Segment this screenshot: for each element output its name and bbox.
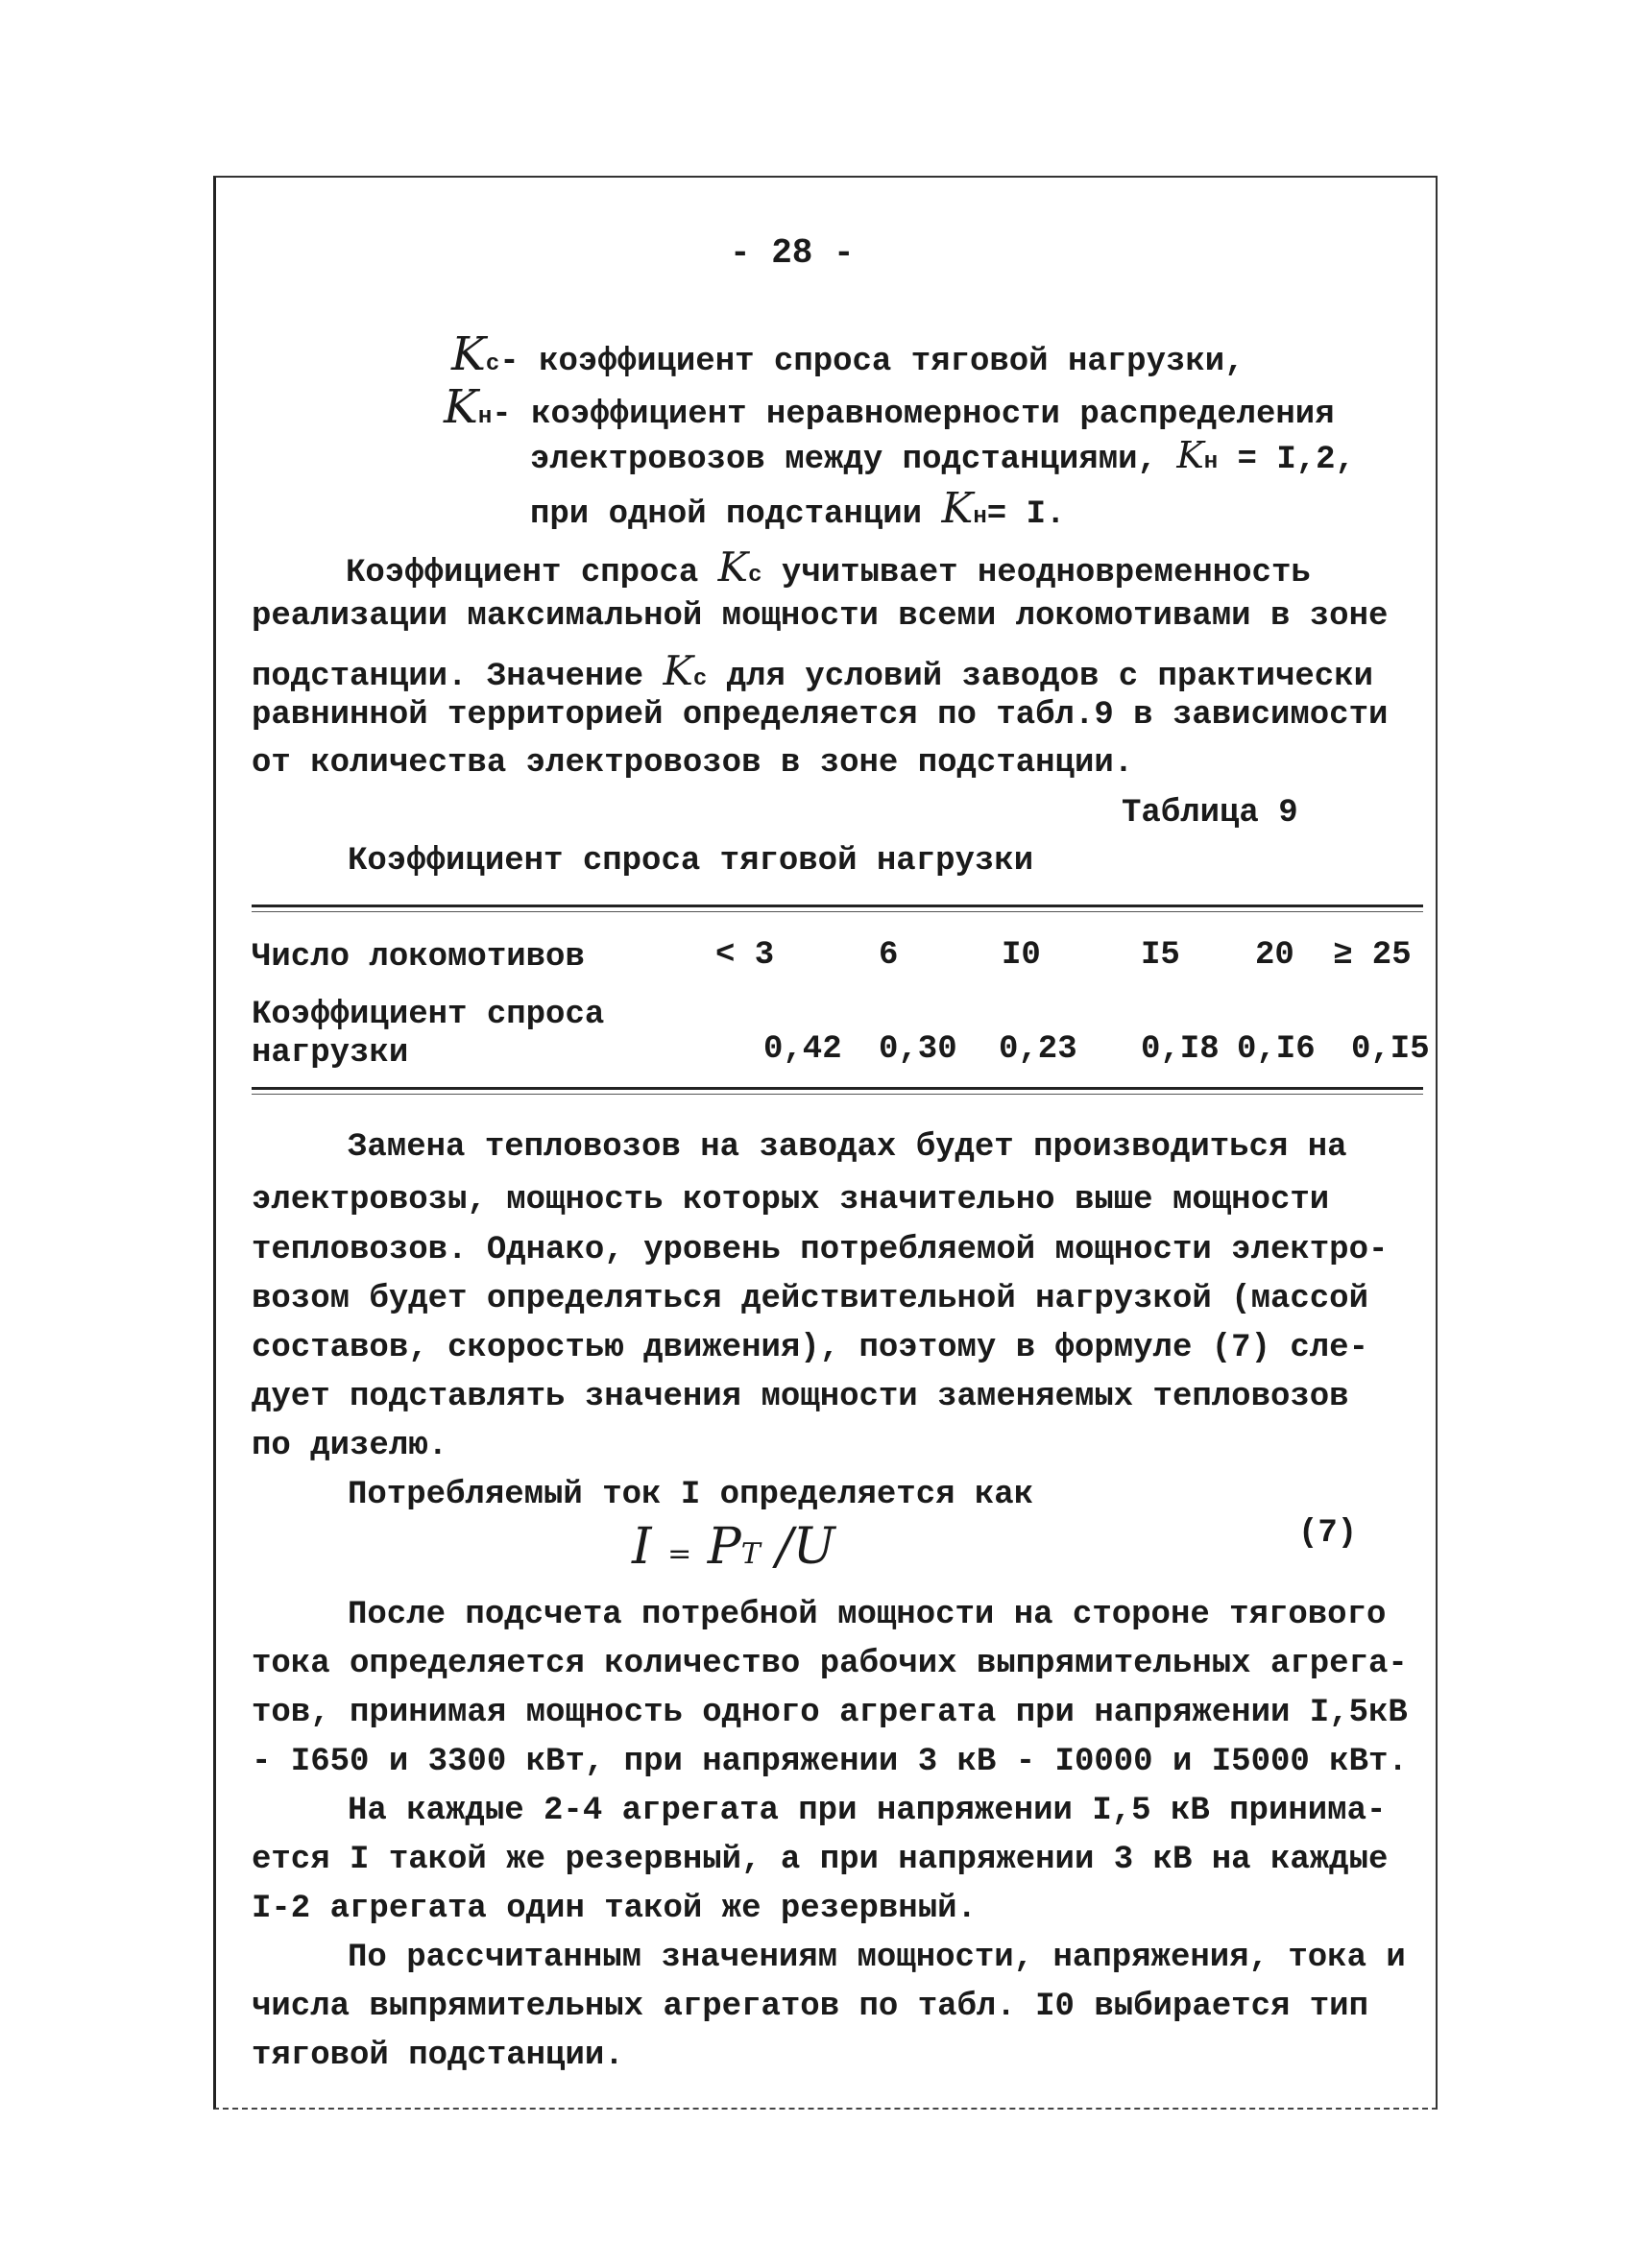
para2-line4: возом будет определяться действительной нагрузкой (массой	[252, 1281, 1368, 1317]
formula-i: I	[632, 1518, 652, 1576]
kn-definition-text: - коэффициент неравномерности распределения	[492, 397, 1335, 433]
para5-line1: По рассчитанным значениям мощности, напряжения, тока и	[348, 1940, 1406, 1976]
demand-coef-1: 0,42	[763, 1031, 842, 1068]
kn-subscript: н	[477, 404, 493, 430]
para1-line3: подстанции. Значение Kc для условий заводов с практически	[252, 647, 1373, 695]
formula-number: (7)	[1298, 1515, 1358, 1552]
para3-line3: тов, принимая мощность одного агрегата при напряжении I,5кВ	[252, 1695, 1408, 1731]
kc-definition-text: - коэффициент спроса тяговой нагрузки,	[499, 344, 1245, 380]
table-title: Коэффициент спроса тяговой нагрузки	[348, 843, 1034, 880]
table-top-rule	[252, 905, 1423, 907]
formula-t: T	[740, 1537, 761, 1571]
para2-line3: тепловозов. Однако, уровень потребляемой мощности электро-	[252, 1232, 1389, 1268]
loco-count-1: < 3	[715, 937, 775, 974]
para2-line7: по дизелю.	[252, 1428, 448, 1464]
para1-line4: равнинной территорией определяется по табл.9 в зависимости	[252, 697, 1389, 734]
table-bottom-rule	[252, 1087, 1423, 1090]
para3-line2: тока определяется количество рабочих выпрямительных агрега-	[252, 1646, 1408, 1682]
kn-symbol: K	[444, 380, 478, 434]
row-demand-label-1: Коэффициент спроса	[252, 997, 605, 1033]
kc-symbol: K	[451, 327, 486, 381]
table-top-rule-thin	[252, 911, 1423, 912]
kn-value-many: = I,2,	[1237, 442, 1355, 478]
kn-definition-line3: при одной подстанции Kн= I.	[530, 484, 1066, 533]
loco-count-6: ≥ 25	[1333, 937, 1412, 974]
para5-line3: тяговой подстанции.	[252, 2038, 624, 2074]
page-number: - 28 -	[730, 233, 855, 273]
table-label: Таблица 9	[1122, 795, 1298, 832]
para2-line5: составов, скоростью движения), поэтому в формуле (7) сле-	[252, 1330, 1368, 1366]
row-demand-label-2: нагрузки	[252, 1035, 409, 1072]
para1-line2: реализации максимальной мощности всеми локомотивами в зоне	[252, 598, 1389, 635]
table-bottom-rule-thin	[252, 1094, 1423, 1095]
formula-eq: =	[667, 1537, 692, 1571]
definition-kc	[451, 327, 1245, 381]
para2-line2: электровозы, мощность которых значительно выше мощности	[252, 1182, 1330, 1218]
para2-line6: дует подставлять значения мощности заменяемых тепловозов	[252, 1379, 1349, 1415]
para3-line4: - I650 и 3300 кВт, при напряжении 3 кВ - I0000 и I5000 кВт.	[252, 1744, 1408, 1780]
formula-u: U	[792, 1518, 835, 1576]
current-line: Потребляемый ток I определяется как	[348, 1477, 1034, 1513]
demand-coef-4: 0,I8	[1141, 1031, 1220, 1068]
kn-value-one: = I.	[986, 496, 1066, 533]
formula-p: P	[707, 1518, 741, 1576]
para4-line3: I-2 агрегата один такой же резервный.	[252, 1891, 977, 1927]
loco-count-5: 20	[1255, 937, 1294, 974]
row-locomotives-label: Число локомотивов	[252, 939, 585, 976]
para2-line1: Замена тепловозов на заводах будет производиться на	[348, 1129, 1347, 1166]
formula-current	[632, 1518, 835, 1576]
demand-coef-2: 0,30	[879, 1031, 957, 1068]
definition-kn	[444, 380, 1335, 434]
kc-subscript: c	[485, 351, 500, 377]
para1-line1: Коэффициент спроса Kc учитывает неодновременность	[346, 543, 1311, 591]
para1-line5: от количества электровозов в зоне подстанции.	[252, 745, 1134, 782]
para3-line1: После подсчета потребной мощности на стороне тягового	[348, 1597, 1387, 1633]
loco-count-3: I0	[1002, 937, 1041, 974]
kn-definition-line2: электровозов между подстанциями, Kн = I,2,	[530, 434, 1355, 478]
formula-slash: /	[776, 1518, 793, 1576]
para4-line2: ется I такой же резервный, а при напряжении 3 кВ на каждые	[252, 1842, 1389, 1878]
para5-line2: числа выпрямительных агрегатов по табл. I0 выбирается тип	[252, 1989, 1368, 2025]
loco-count-4: I5	[1141, 937, 1180, 974]
para4-line1: На каждые 2-4 агрегата при напряжении I,5 кВ принима-	[348, 1793, 1387, 1829]
demand-coef-6: 0,I5	[1351, 1031, 1430, 1068]
demand-coef-5: 0,I6	[1237, 1031, 1316, 1068]
demand-coef-3: 0,23	[999, 1031, 1077, 1068]
loco-count-2: 6	[879, 937, 899, 974]
